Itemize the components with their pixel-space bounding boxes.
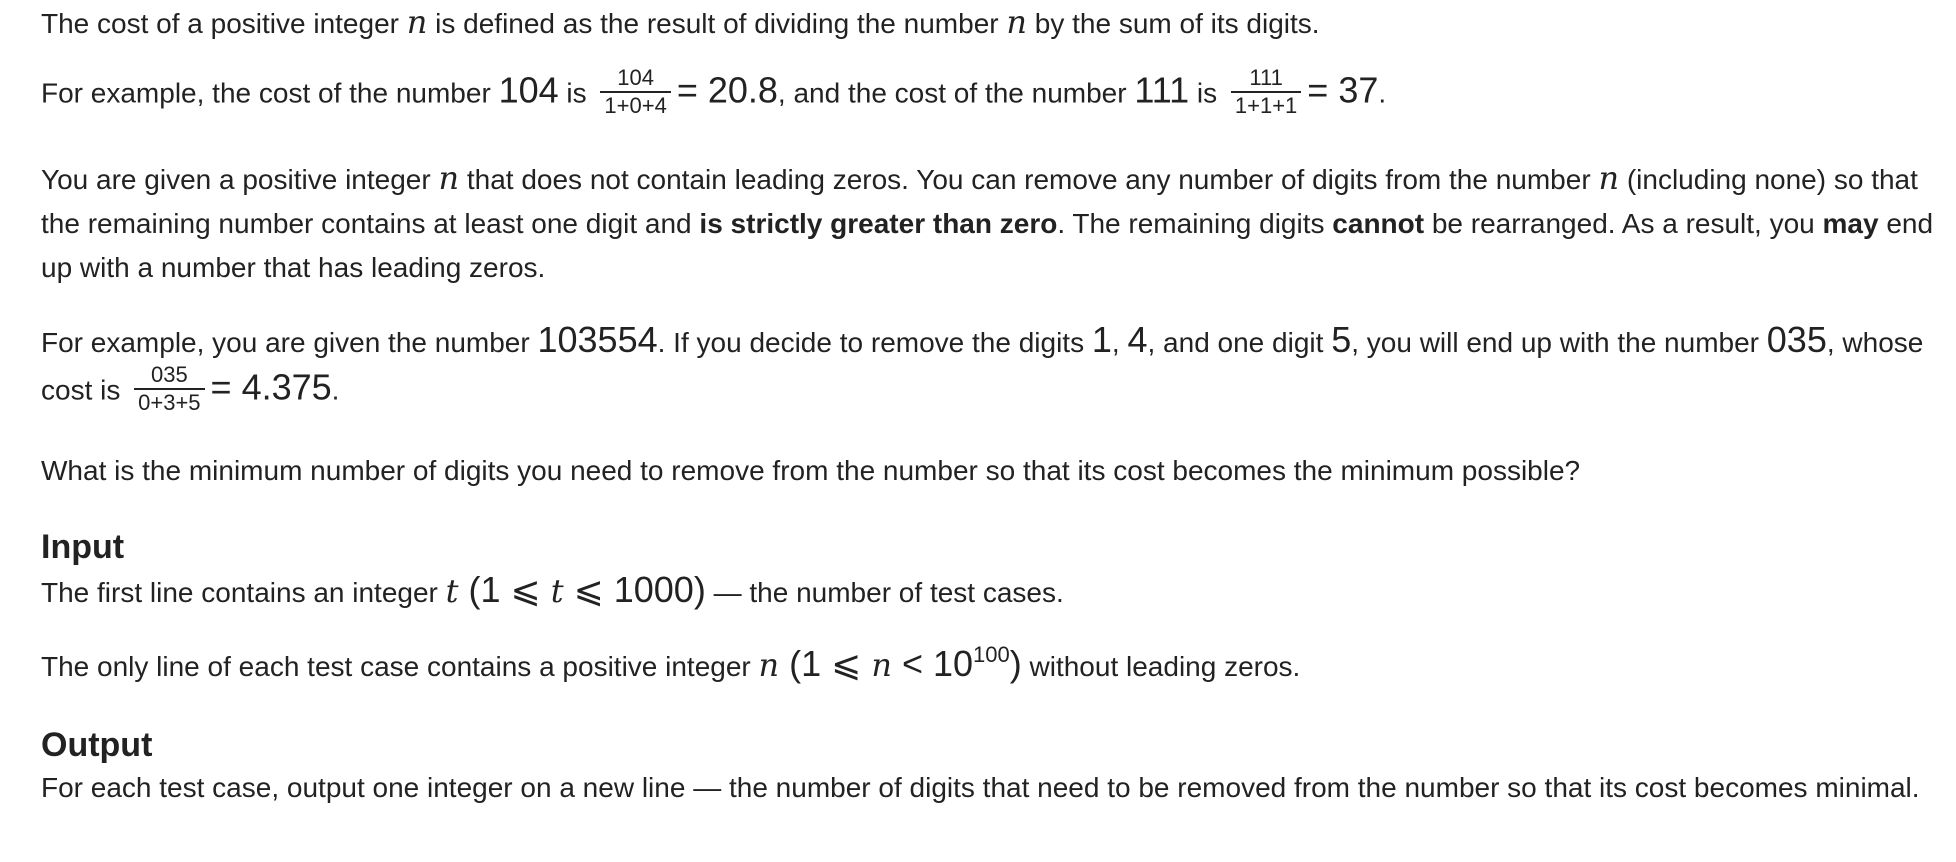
output-heading: Output	[41, 726, 153, 764]
text-run: . If you decide to remove the digits	[657, 327, 1092, 358]
fraction-numerator: 111	[1231, 65, 1301, 93]
output-paragraph: For each test case, output one integer on a new line — the number of digits that need to be removed from the number so that its cost becomes minimal.	[41, 772, 1920, 803]
cost-example-paragraph	[41, 65, 1387, 122]
math-run: ⩽ 1000)	[563, 569, 706, 610]
result-37: = 37	[1307, 69, 1379, 111]
text-run: is	[1189, 77, 1225, 109]
text-run: , whose cost is	[41, 327, 1924, 406]
text-run: , and the cost of the number	[777, 77, 1135, 109]
var-n: n	[1598, 159, 1620, 197]
fraction-denominator: 0+3+5	[138, 390, 201, 415]
var-n: n	[758, 646, 780, 684]
text-run: end up with a number that has leading zeros.	[41, 208, 1934, 283]
number-035: 035	[1766, 319, 1827, 360]
text-run: The first line contains an integer	[41, 577, 446, 608]
number-111: 111	[1134, 69, 1190, 111]
text-run: — the number of test cases.	[705, 577, 1064, 608]
var-n: n	[1006, 3, 1027, 41]
fraction-104	[600, 65, 670, 119]
input-test-case-paragraph	[41, 642, 1300, 689]
text-run: The cost of a positive integer	[41, 8, 407, 39]
math-run: )	[1009, 643, 1022, 684]
text-run: For example, the cost of the number	[41, 77, 499, 109]
math-run: < 10	[891, 643, 974, 684]
fraction-denominator: 1+1+1	[1234, 93, 1298, 118]
digit-5: 5	[1331, 319, 1352, 360]
var-t: t	[445, 572, 459, 610]
bold-cannot: cannot	[1332, 208, 1425, 239]
text-run: .	[331, 374, 340, 406]
fraction-numerator: 035	[134, 362, 204, 390]
input-first-line-paragraph	[41, 568, 1064, 615]
question-paragraph: What is the minimum number of digits you need to remove from the number so that its cost becomes the minimum possible?	[41, 455, 1581, 486]
text-run: be rearranged. As a result, you	[1424, 208, 1823, 239]
digit-1: 1	[1091, 319, 1112, 360]
task-rules-paragraph	[41, 156, 1941, 290]
cost-definition-paragraph	[41, 0, 1320, 46]
result-20-8: = 20.8	[676, 69, 778, 111]
input-heading: Input	[41, 528, 125, 566]
var-t: t	[550, 572, 564, 610]
text-run: For example, you are given the number	[41, 327, 538, 358]
fraction-denominator: 1+0+4	[604, 93, 667, 118]
var-n: n	[406, 3, 428, 41]
digit-4: 4	[1127, 319, 1148, 360]
text-run: without leading zeros.	[1021, 651, 1301, 682]
fraction-111	[1231, 65, 1301, 119]
number-104: 104	[498, 69, 559, 111]
text-run: that does not contain leading zeros. You can remove any number of digits from the number	[459, 164, 1599, 195]
text-run: The only line of each test case contains a positive integer	[41, 651, 759, 682]
text-run: ,	[1111, 327, 1128, 358]
text-run: . The remaining digits	[1057, 208, 1333, 239]
math-run: (1 ⩽	[779, 643, 872, 684]
fraction-numerator: 104	[600, 65, 670, 93]
exponent-100: 100	[973, 642, 1010, 667]
bold-may: may	[1822, 208, 1879, 239]
text-run: .	[1378, 77, 1387, 109]
bold-greater-than-zero: is strictly greater than zero	[699, 208, 1058, 239]
text-run: is defined as the result of dividing the number	[427, 8, 1007, 39]
fraction-035	[134, 362, 204, 416]
removal-example-paragraph	[41, 318, 1941, 419]
text-run: You are given a positive integer	[41, 164, 439, 195]
text-run: , and one digit	[1147, 327, 1332, 358]
var-n: n	[438, 159, 460, 197]
text-run: , you will end up with the number	[1351, 327, 1767, 358]
result-4-375: = 4.375	[210, 366, 332, 408]
text-run: (including none) so that the remaining number contains at least one digit and	[41, 164, 1918, 239]
text-run: is	[558, 77, 595, 109]
math-run: (1 ⩽	[458, 569, 551, 610]
number-103554: 103554	[537, 319, 658, 360]
text-run: by the sum of its digits.	[1026, 8, 1320, 39]
var-n: n	[871, 646, 892, 684]
